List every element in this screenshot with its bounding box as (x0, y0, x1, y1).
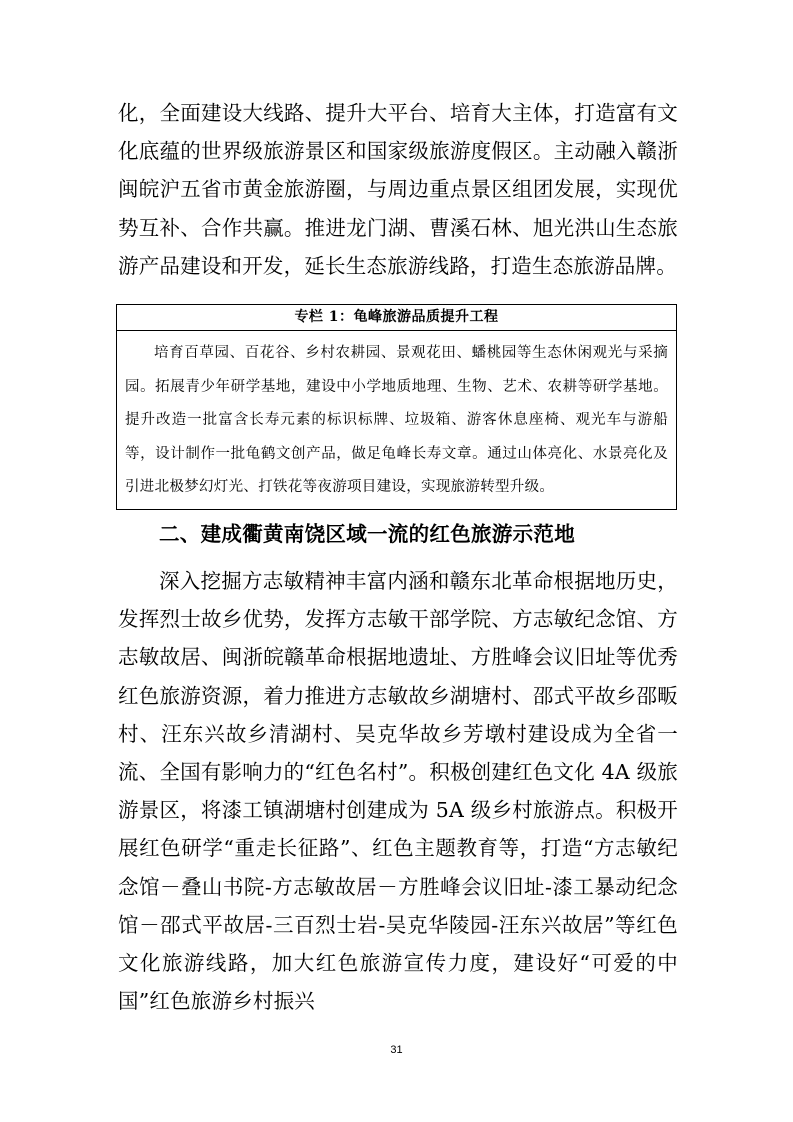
body-paragraph-bottom: 深入挖掘方志敏精神丰富内涵和赣东北革命根据地历史，发挥烈士故乡优势，发挥方志敏干部学院、方志敏纪念馆、方志敏故居、闽浙皖赣革命根据地遗址、方胜峰会议旧址等优秀红色旅游资源，着力推进方志敏故乡湖塘村、邵式平故乡邵畈村、汪东兴故乡清湖村、吴克华故乡芳墩村建设成为全省一流、全国有影响力的“红色名村”。积极创建红色文化 4A 级旅游景区，将漆工镇湖塘村创建成为 5A 级乡村旅游点。积极开展红色研学“重走长征路”、红色主题教育等，打造“方志敏纪念馆－叠山书院-方志敏故居－方胜峰会议旧址-漆工暴动纪念馆－邵式平故居-三百烈士岩-吴克华陵园-汪东兴故居”等红色文化旅游线路，加大红色旅游宣传力度，建设好“可爱的中国”红色旅游乡村振兴 (118, 569, 678, 1014)
special-column-box (116, 304, 677, 510)
special-column-body: 培育百草园、百花谷、乡村农耕园、景观花田、蟠桃园等生态休闲观光与采摘园。拓展青少年研学基地，建设中小学地质地理、生物、艺术、农耕等研学基地。提升改造一批富含长寿元素的标识标牌、垃圾箱、游客休息座椅、观光车与游船等，设计制作一批龟鹤文创产品，做足龟峰长寿文章。通过山体亮化、水景亮化及引进北极梦幻灯光、打铁花等夜游项目建设，实现旅游转型升级。 (125, 345, 668, 495)
section-heading: 二、建成衢黄南饶区域一流的红色旅游示范地 (159, 522, 575, 546)
special-column-title: 专栏 1：龟峰旅游品质提升工程 (117, 305, 676, 331)
page-number: 31 (390, 1044, 403, 1056)
body-paragraph-top: 化，全面建设大线路、提升大平台、培育大主体，打造富有文化底蕴的世界级旅游景区和国家级旅游度假区。主动融入赣浙闽皖沪五省市黄金旅游圈，与周边重点景区组团发展，实现优势互补、合作共赢。推进龙门湖、曹溪石林、旭光洪山生态旅游产品建设和开发，延长生态旅游线路，打造生态旅游品牌。 (118, 101, 678, 278)
